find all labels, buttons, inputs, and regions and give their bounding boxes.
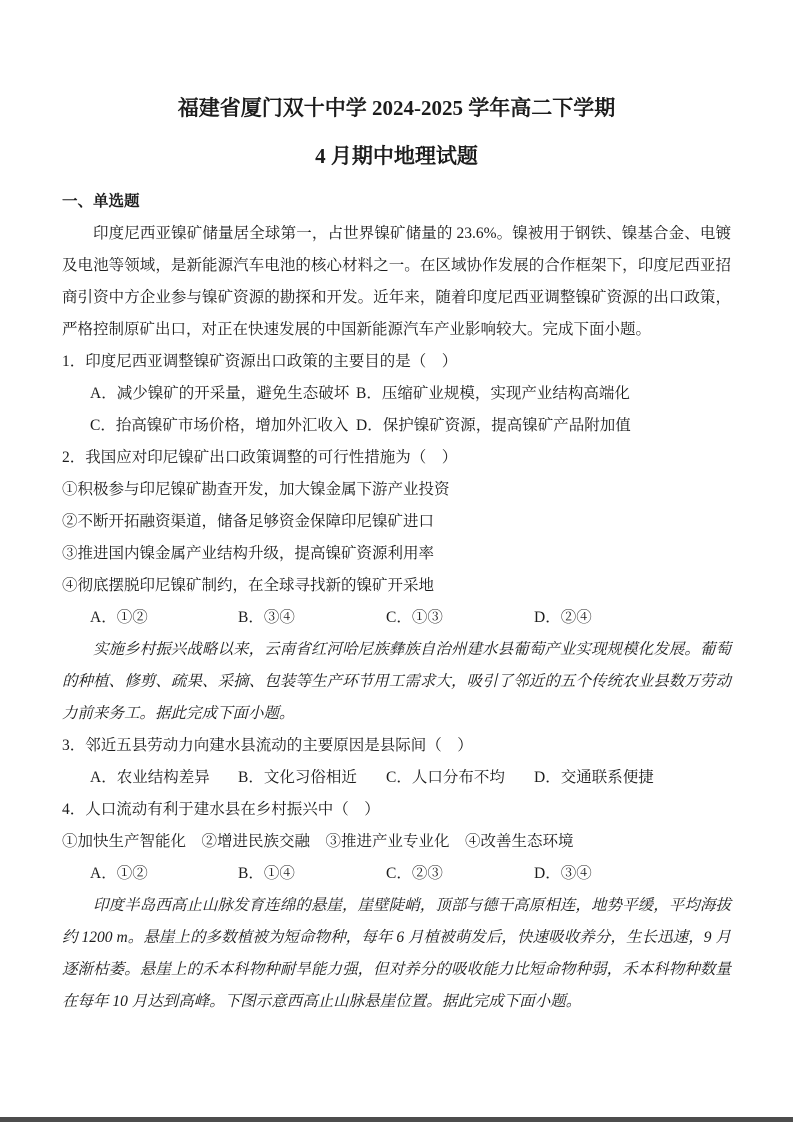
question-1-options-row-1 <box>62 378 731 410</box>
question-4-option-c: C．②③ <box>386 865 443 882</box>
question-3-option-d: D．交通联系便捷 <box>534 769 654 786</box>
question-1-option-b: B．压缩矿业规模，实现产业结构高端化 <box>356 385 630 402</box>
question-3-stem: 3．邻近五县劳动力向建水县流动的主要原因是县际间（ ） <box>62 737 473 754</box>
question-4-option-d: D．③④ <box>534 865 592 882</box>
section-heading: 一、单选题 <box>62 193 140 210</box>
question-3-options-row <box>62 762 731 794</box>
question-4-option-a: A．①② <box>90 865 148 882</box>
question-2-option-c: C．①③ <box>386 609 443 626</box>
question-1-option-d: D．保护镍矿资源，提高镍矿产品附加值 <box>356 417 631 434</box>
question-3-option-b: B．文化习俗相近 <box>238 769 357 786</box>
question-2-option-d: D．②④ <box>534 609 592 626</box>
passage-nickel: 印度尼西亚镍矿储量居全球第一，占世界镍矿储量的 23.6%。镍被用于钢铁、镍基合金、电镀及电池等领域，是新能源汽车电池的核心材料之一。在区域协作发展的合作框架下，印度尼西亚招商引资中方企业参与镍矿资源的勘探和开发。近年来，随着印度尼西亚调整镍矿资源的出口政策，严格控制原矿出口，对正在快速发展的中国新能源汽车产业影响较大。完成下面小题。 <box>62 225 731 338</box>
passage-western-ghats: 印度半岛西高止山脉发育连绵的悬崖，崖壁陡峭，顶部与德干高原相连，地势平缓，平均海拔约 1200 m。悬崖上的多数植被为短命物种，每年 6 月植被萌发后，快速吸收养分，生长迅速，9 月逐渐枯萎。悬崖上的禾本科物种耐旱能力强，但对养分的吸收能力比短命物种弱，禾本科物种数量在每年 10 月达到高峰。下图示意西高止山脉悬崖位置。据此完成下面小题。 <box>62 897 731 1010</box>
question-4-options-row <box>62 858 731 890</box>
question-4-stem: 4．人口流动有利于建水县在乡村振兴中（ ） <box>62 801 380 818</box>
question-1-option-c: C．抬高镍矿市场价格，增加外汇收入 <box>90 417 349 434</box>
question-4-option-b: B．①④ <box>238 865 295 882</box>
question-3-option-c: C．人口分布不均 <box>386 769 505 786</box>
question-2-option-a: A．①② <box>90 609 148 626</box>
exam-title-line1: 福建省厦门双十中学 2024-2025 学年高二下学期 <box>177 96 616 120</box>
passage-jianshui-grapes: 实施乡村振兴战略以来，云南省红河哈尼族彝族自治州建水县葡萄产业实现规模化发展。葡萄的种植、修剪、疏果、采摘、包装等生产环节用工需求大，吸引了邻近的五个传统农业县数万劳动力前来务工。据此完成下面小题。 <box>62 641 731 722</box>
question-1-options-row-2 <box>62 410 731 442</box>
question-1-option-a: A．减少镍矿的开采量，避免生态破坏 <box>90 385 350 402</box>
question-2-option-b: B．③④ <box>238 609 295 626</box>
question-2-statement-3: ③推进国内镍金属产业结构升级，提高镍矿资源利用率 <box>62 545 435 562</box>
question-1-stem: 1．印度尼西亚调整镍矿资源出口政策的主要目的是（ ） <box>62 353 458 370</box>
question-2-stem: 2．我国应对印尼镍矿出口政策调整的可行性措施为（ ） <box>62 449 458 466</box>
question-3-option-a: A．农业结构差异 <box>90 769 210 786</box>
exam-title-line2: 4 月期中地理试题 <box>315 144 478 168</box>
question-2-statement-4: ④彻底摆脱印尼镍矿制约，在全球寻找新的镍矿开采地 <box>62 577 435 594</box>
question-2-statement-2: ②不断开拓融资渠道，储备足够资金保障印尼镍矿进口 <box>62 513 435 530</box>
viewport-bottom-edge-bar <box>0 1117 793 1122</box>
question-2-statement-1: ①积极参与印尼镍矿勘查开发，加大镍金属下游产业投资 <box>62 481 450 498</box>
question-2-options-row <box>62 602 731 634</box>
question-4-statements-line: ①加快生产智能化 ②增进民族交融 ③推进产业专业化 ④改善生态环境 <box>62 833 574 850</box>
